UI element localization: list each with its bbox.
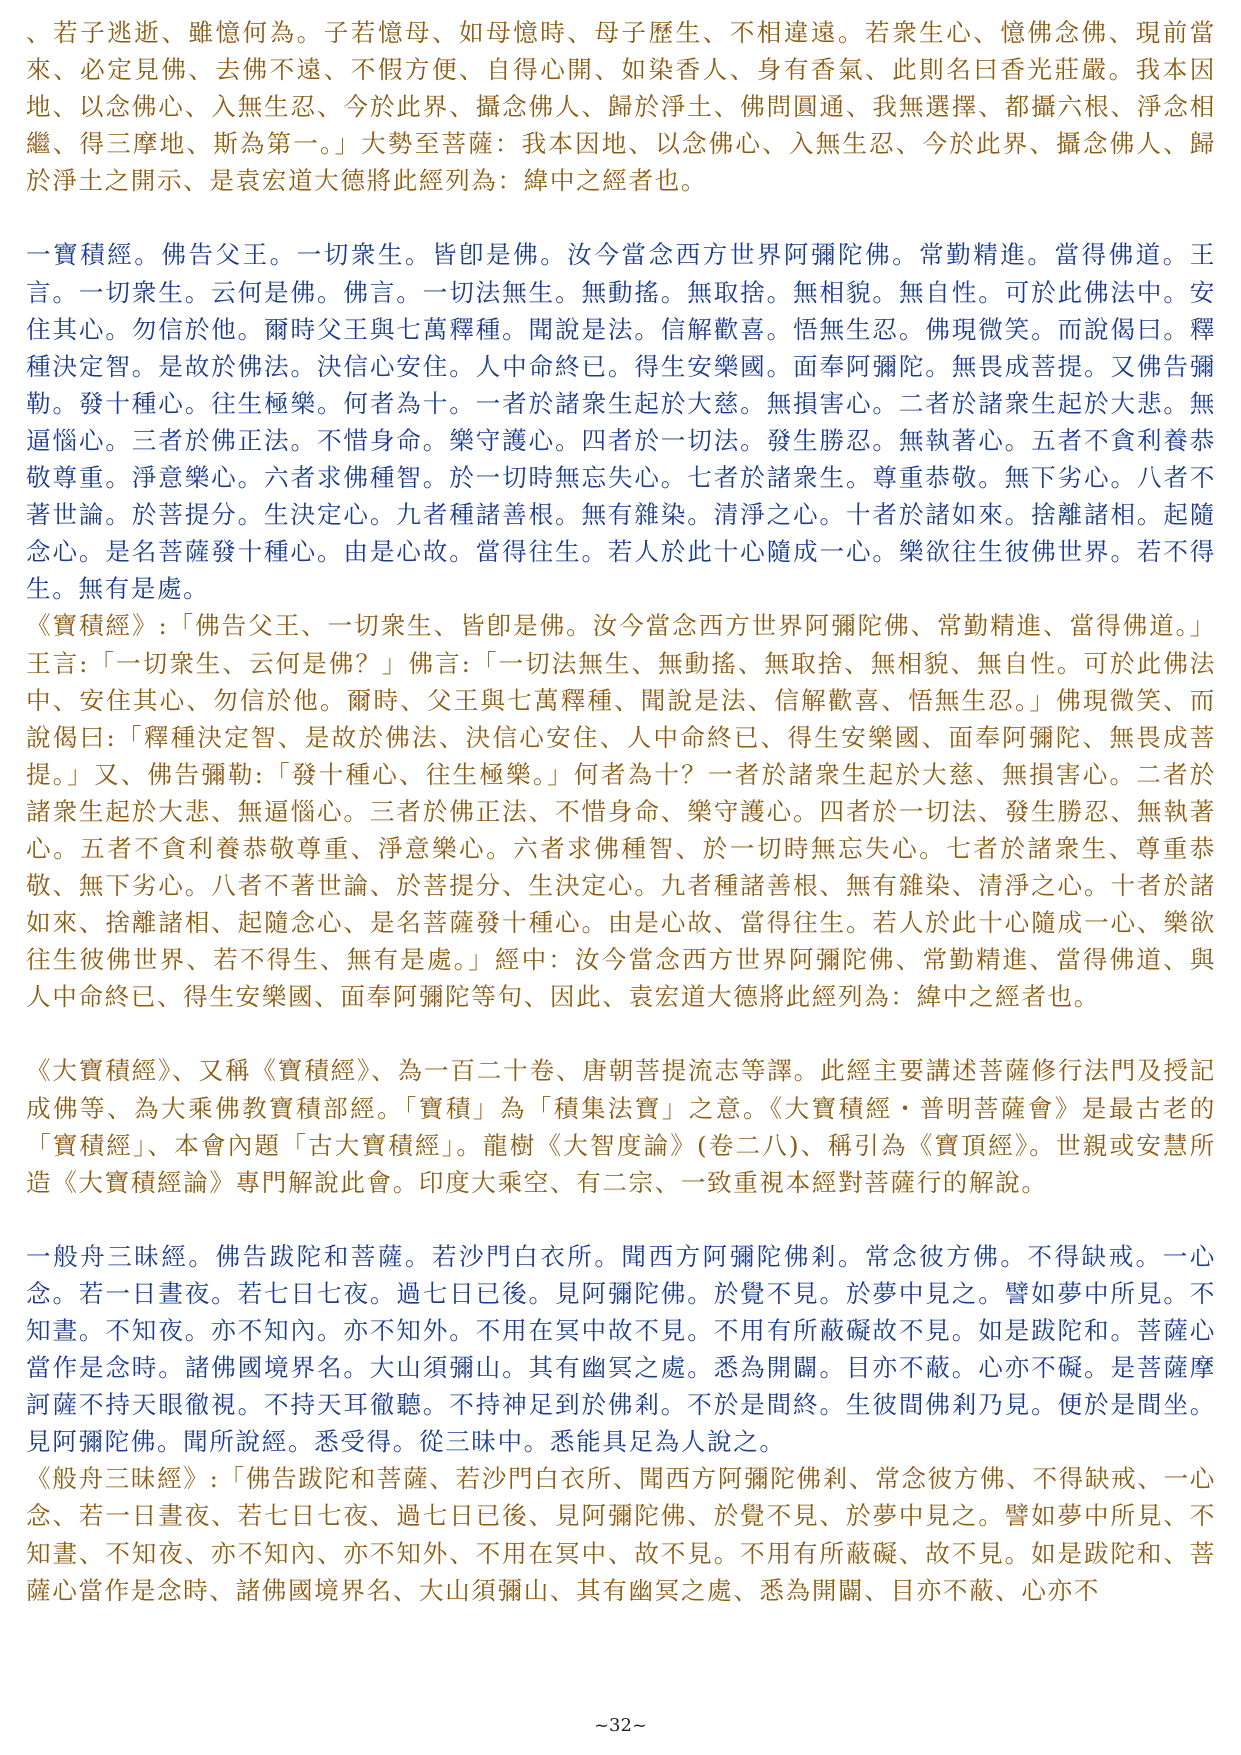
paragraph-ratnakuta-sutra: 一寶積經。佛告父王。一切衆生。皆卽是佛。汝今當念西方世界阿彌陀佛。常勤精進。當得佛道。王言。一切衆生。云何是佛。佛言。一切法無生。無動搖。無取捨。無相貌。無自性。可於此佛法中。安住其心。勿信於他。爾時父王與七萬釋種。聞說是法。信解歡喜。悟無生忍。佛現微笑。而說偈曰。釋種決定智。是故於佛法。決信心安住。人中命終已。得生安樂國。面奉阿彌陀。無畏成菩提。又佛告彌勒。發十種心。往生極樂。何者為十。一者於諸衆生起於大慈。無損害心。二者於諸衆生起於大悲。無逼惱心。三者於佛正法。不惜身命。樂守護心。四者於一切法。發生勝忍。無執著心。五者不貪利養恭敬尊重。淨意樂心。六者求佛種智。於一切時無忘失心。七者於諸衆生。尊重恭敬。無下劣心。八者不著世論。於菩提分。生決定心。九者種諸善根。無有雜染。清淨之心。十者於諸如來。捨離諸相。起隨念心。是名菩薩發十種心。由是心故。當得往生。若人於此十心隨成一心。樂欲往生彼佛世界。若不得生。無有是處。 xyxy=(26,240,1216,604)
paragraph-gap xyxy=(26,1201,1216,1238)
paragraph-ratnakuta-note: 《大寶積經》、又稱《寶積經》、為一百二十卷、唐朝菩提流志等譯。此經主要講述菩薩修行法門及授記成佛等、為大乘佛教寶積部經。「寶積」為「積集法寶」之意。《大寶積經・普明菩薩會》是最古老的「寶積經」、本會內題「古大寶積經」。龍樹《大智度論》(卷二八)、稱引為《寶頂經》。世親或安慧所造《大寶積經論》專門解說此會。印度大乘空、有二宗、一致重視本經對菩薩行的解說。 xyxy=(26,1056,1216,1197)
paragraph-pratyutpanna-sutra: 一般舟三昧經。佛告跋陀和菩薩。若沙門白衣所。聞西方阿彌陀佛剎。常念彼方佛。不得缺戒。一心念。若一日晝夜。若七日七夜。過七日已後。見阿彌陀佛。於覺不見。於夢中見之。譬如夢中所見。不知晝。不知夜。亦不知內。亦不知外。不用在冥中故不見。不用有所蔽礙故不見。如是跋陀和。菩薩心當作是念時。諸佛國境界名。大山須彌山。其有幽冥之處。悉為開闢。目亦不蔽。心亦不礙。是菩薩摩訶薩不持天眼徹視。不持天耳徹聽。不持神足到於佛剎。不於是間終。生彼間佛剎乃見。便於是間坐。見阿彌陀佛。聞所說經。悉受得。從三昧中。悉能具足為人說之。 xyxy=(26,1241,1216,1457)
paragraph-gap xyxy=(26,199,1216,236)
page-number: ~32~ xyxy=(593,1715,648,1736)
paragraph-shurangama-commentary: 、若子逃逝、雖憶何為。子若憶母、如母憶時、母子歷生、不相違遠。若衆生心、憶佛念佛、現前當來、必定見佛、去佛不遠、不假方便、自得心開、如染香人、身有香氣、此則名曰香光莊嚴。我本因地、以念佛心、入無生忍、今於此界、攝念佛人、歸於淨土、佛問圓通、我無選擇、都攝六根、淨念相繼、得三摩地、斯為第一。」大勢至菩薩：我本因地、以念佛心、入無生忍、今於此界、攝念佛人、歸於淨土之開示、是袁宏道大德將此經列為：緯中之經者也。 xyxy=(26,18,1216,196)
paragraph-ratnakuta-commentary: 《寶積經》:「佛告父王、一切衆生、皆卽是佛。汝今當念西方世界阿彌陀佛、常勤精進、當得佛道。」王言:「一切衆生、云何是佛？」佛言:「一切法無生、無動搖、無取捨、無相貌、無自性。可於此佛法中、安住其心、勿信於他。爾時、父王與七萬釋種、聞說是法、信解歡喜、悟無生忍。」佛現微笑、而說偈曰:「釋種決定智、是故於佛法、決信心安住、人中命終已、得生安樂國、面奉阿彌陀、無畏成菩提。」又、佛告彌勒:「發十種心、往生極樂。」何者為十？一者於諸衆生起於大慈、無損害心。二者於諸衆生起於大悲、無逼惱心。三者於佛正法、不惜身命、樂守護心。四者於一切法、發生勝忍、無執著心。五者不貪利養恭敬尊重、淨意樂心。六者求佛種智、於一切時無忘失心。七者於諸衆生、尊重恭敬、無下劣心。八者不著世論、於菩提分、生決定心。九者種諸善根、無有雜染、清淨之心。十者於諸如來、捨離諸相、起隨念心、是名菩薩發十種心。由是心故、當得往生。若人於此十心隨成一心、樂欲往生彼佛世界、若不得生、無有是處。」經中：汝今當念西方世界阿彌陀佛、常勤精進、當得佛道、與人中命終已、得生安樂國、面奉阿彌陀等句、因此、袁宏道大德將此經列為：緯中之經者也。 xyxy=(26,611,1216,1012)
paragraph-pratyutpanna-commentary: 《般舟三昧經》:「佛告跋陀和菩薩、若沙門白衣所、聞西方阿彌陀佛剎、常念彼方佛、不得缺戒、一心念、若一日晝夜、若七日七夜、過七日已後、見阿彌陀佛、於覺不見、於夢中見之。譬如夢中所見、不知晝、不知夜、亦不知內、亦不知外、不用在冥中、故不見。不用有所蔽礙、故不見。如是跋陀和、菩薩心當作是念時、諸佛國境界名、大山須彌山、其有幽冥之處、悉為開闢、目亦不蔽、心亦不 xyxy=(26,1464,1216,1605)
document-body xyxy=(26,14,1216,1609)
paragraph-gap xyxy=(26,1015,1216,1052)
